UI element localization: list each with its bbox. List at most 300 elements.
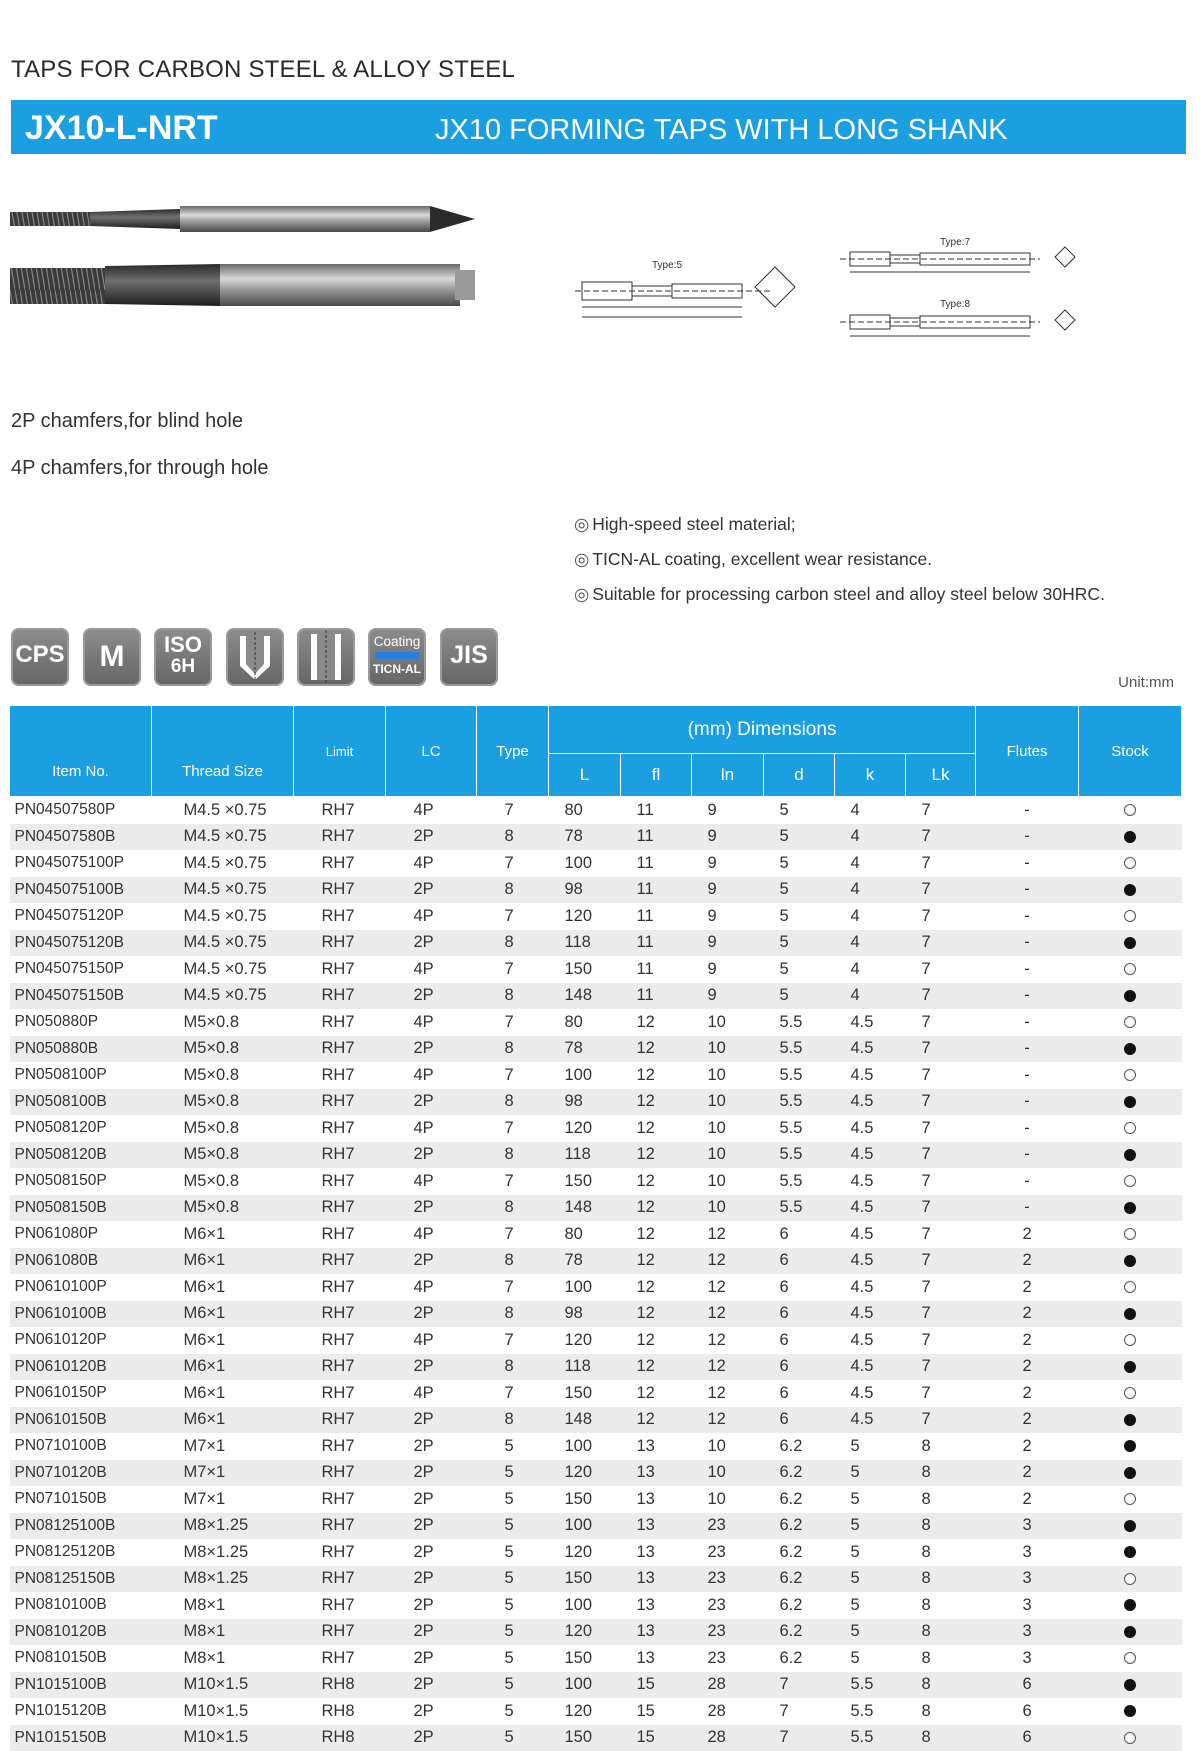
table-row: [10, 1142, 1182, 1169]
cell-dim-L: 78: [549, 1248, 621, 1275]
svg-text:Type:7: Type:7: [940, 237, 970, 248]
cell-dim-lk: 7: [906, 1327, 976, 1354]
cell-lc: 4P: [386, 1380, 477, 1407]
note-4p: 4P chamfers,for through hole: [11, 457, 269, 480]
cell-limit: RH8: [294, 1725, 386, 1751]
cell-item-no: PN0610100P: [10, 1274, 152, 1301]
in-stock-dot-icon: [1124, 1520, 1136, 1532]
cell-stock: [1079, 1513, 1182, 1540]
cell-dim-ln: 23: [692, 1566, 764, 1593]
cell-lc: 4P: [386, 1327, 477, 1354]
cell-dim-k: 5: [835, 1433, 906, 1460]
cell-dim-ln: 9: [692, 983, 764, 1010]
col-header-lk: Lk: [906, 754, 976, 797]
cell-type: 7: [477, 1221, 549, 1248]
table-row: [10, 1513, 1182, 1540]
cell-limit: RH7: [294, 1433, 386, 1460]
cell-limit: RH7: [294, 1168, 386, 1195]
cell-dim-ln: 9: [692, 824, 764, 851]
cell-flutes: -: [976, 1009, 1079, 1036]
cell-flutes: 2: [976, 1274, 1079, 1301]
cell-thread-size: M8×1: [152, 1592, 294, 1619]
cell-dim-fl: 11: [621, 983, 692, 1010]
cell-item-no: PN0610120B: [10, 1354, 152, 1381]
cell-dim-d: 5: [764, 877, 835, 904]
cell-dim-d: 6: [764, 1380, 835, 1407]
cell-thread-size: M6×1: [152, 1221, 294, 1248]
cell-flutes: 6: [976, 1672, 1079, 1699]
cell-dim-L: 100: [549, 1062, 621, 1089]
cell-flutes: 6: [976, 1725, 1079, 1751]
cell-dim-ln: 10: [692, 1168, 764, 1195]
cell-type: 5: [477, 1460, 549, 1487]
in-stock-dot-icon: [1124, 884, 1136, 896]
cell-type: 5: [477, 1486, 549, 1513]
table-row: [10, 983, 1182, 1010]
cell-dim-ln: 10: [692, 1036, 764, 1063]
cell-lc: 4P: [386, 1009, 477, 1036]
cell-dim-L: 100: [549, 1672, 621, 1699]
cell-dim-ln: 9: [692, 877, 764, 904]
cell-dim-d: 6: [764, 1407, 835, 1434]
cell-item-no: PN04507580B: [10, 824, 152, 851]
not-stock-circle-icon: [1124, 910, 1136, 922]
cell-dim-ln: 9: [692, 930, 764, 957]
cell-lc: 2P: [386, 1433, 477, 1460]
cell-stock: [1079, 1115, 1182, 1142]
cell-stock: [1079, 1433, 1182, 1460]
cell-thread-size: M4.5 ×0.75: [152, 797, 294, 824]
cell-dim-k: 4: [835, 956, 906, 983]
not-stock-circle-icon: [1124, 963, 1136, 975]
cell-thread-size: M8×1: [152, 1645, 294, 1672]
cell-thread-size: M5×0.8: [152, 1062, 294, 1089]
not-stock-circle-icon: [1124, 1493, 1136, 1505]
in-stock-dot-icon: [1124, 1308, 1136, 1320]
cell-limit: RH7: [294, 1036, 386, 1063]
cell-dim-d: 5.5: [764, 1089, 835, 1116]
cell-item-no: PN0508150B: [10, 1195, 152, 1222]
col-header-stock: Stock: [1079, 706, 1182, 797]
cell-stock: [1079, 1248, 1182, 1275]
cell-lc: 2P: [386, 983, 477, 1010]
cell-thread-size: M10×1.5: [152, 1672, 294, 1699]
cell-lc: 2P: [386, 1619, 477, 1646]
cell-thread-size: M4.5 ×0.75: [152, 877, 294, 904]
cell-item-no: PN0610150P: [10, 1380, 152, 1407]
feature-item: [574, 514, 796, 535]
cell-dim-lk: 7: [906, 1354, 976, 1381]
cell-dim-ln: 9: [692, 797, 764, 824]
cell-dim-L: 100: [549, 1513, 621, 1540]
cell-dim-k: 4.5: [835, 1062, 906, 1089]
cell-item-no: PN0508100P: [10, 1062, 152, 1089]
cell-flutes: 3: [976, 1592, 1079, 1619]
cell-stock: [1079, 1009, 1182, 1036]
cell-lc: 4P: [386, 1168, 477, 1195]
cell-lc: 2P: [386, 1672, 477, 1699]
cell-stock: [1079, 1195, 1182, 1222]
cell-limit: RH7: [294, 1248, 386, 1275]
cell-dim-ln: 12: [692, 1407, 764, 1434]
cell-dim-d: 5.5: [764, 1009, 835, 1036]
cell-item-no: PN0610100B: [10, 1301, 152, 1328]
cell-dim-lk: 7: [906, 850, 976, 877]
cell-thread-size: M5×0.8: [152, 1036, 294, 1063]
cell-dim-L: 80: [549, 1009, 621, 1036]
product-banner: [11, 100, 1186, 154]
cell-dim-ln: 9: [692, 956, 764, 983]
cell-dim-lk: 8: [906, 1513, 976, 1540]
cell-stock: [1079, 1539, 1182, 1566]
cell-dim-fl: 12: [621, 1248, 692, 1275]
cell-type: 7: [477, 797, 549, 824]
cell-lc: 2P: [386, 1248, 477, 1275]
cell-lc: 2P: [386, 1354, 477, 1381]
svg-text:Type:5: Type:5: [652, 260, 682, 271]
cell-dim-ln: 23: [692, 1513, 764, 1540]
cell-type: 5: [477, 1539, 549, 1566]
cell-stock: [1079, 930, 1182, 957]
cell-dim-d: 5: [764, 930, 835, 957]
cell-type: 7: [477, 1115, 549, 1142]
cell-stock: [1079, 1062, 1182, 1089]
cell-item-no: PN08125150B: [10, 1566, 152, 1593]
cell-stock: [1079, 956, 1182, 983]
cell-stock: [1079, 1460, 1182, 1487]
cell-flutes: -: [976, 1168, 1079, 1195]
cell-flutes: -: [976, 850, 1079, 877]
cell-dim-L: 118: [549, 930, 621, 957]
cell-stock: [1079, 1036, 1182, 1063]
cell-dim-L: 120: [549, 1698, 621, 1725]
cell-thread-size: M4.5 ×0.75: [152, 824, 294, 851]
cell-stock: [1079, 1089, 1182, 1116]
in-stock-dot-icon: [1124, 1255, 1136, 1267]
cell-dim-k: 5: [835, 1513, 906, 1540]
cell-dim-fl: 13: [621, 1513, 692, 1540]
cell-dim-L: 150: [549, 1380, 621, 1407]
not-stock-circle-icon: [1124, 857, 1136, 869]
cell-limit: RH7: [294, 903, 386, 930]
cell-dim-L: 150: [549, 1168, 621, 1195]
table-row: [10, 1725, 1182, 1751]
cell-lc: 2P: [386, 1089, 477, 1116]
cell-lc: 4P: [386, 1062, 477, 1089]
cell-dim-L: 78: [549, 824, 621, 851]
cell-flutes: 2: [976, 1407, 1079, 1434]
cell-dim-ln: 10: [692, 1062, 764, 1089]
cell-dim-ln: 10: [692, 1195, 764, 1222]
not-stock-circle-icon: [1124, 1732, 1136, 1744]
cell-dim-k: 4: [835, 877, 906, 904]
table-row: [10, 1460, 1182, 1487]
cell-stock: [1079, 1645, 1182, 1672]
cell-dim-k: 4.5: [835, 1407, 906, 1434]
cell-type: 5: [477, 1672, 549, 1699]
cell-dim-d: 6: [764, 1274, 835, 1301]
table-row: [10, 1248, 1182, 1275]
cell-dim-lk: 7: [906, 1221, 976, 1248]
cell-thread-size: M6×1: [152, 1354, 294, 1381]
cell-dim-k: 4.5: [835, 1195, 906, 1222]
cell-flutes: 2: [976, 1248, 1079, 1275]
cell-thread-size: M5×0.8: [152, 1168, 294, 1195]
cell-flutes: -: [976, 824, 1079, 851]
cell-limit: RH7: [294, 983, 386, 1010]
cell-flutes: -: [976, 903, 1079, 930]
feature-text: High-speed steel material;: [592, 514, 795, 534]
cell-dim-lk: 8: [906, 1460, 976, 1487]
cell-dim-d: 5.5: [764, 1115, 835, 1142]
cell-lc: 2P: [386, 1566, 477, 1593]
cell-dim-fl: 13: [621, 1619, 692, 1646]
cell-dim-ln: 12: [692, 1274, 764, 1301]
cell-item-no: PN050880B: [10, 1036, 152, 1063]
cell-item-no: PN0710100B: [10, 1433, 152, 1460]
table-row: [10, 1301, 1182, 1328]
cell-type: 5: [477, 1433, 549, 1460]
cell-type: 7: [477, 1062, 549, 1089]
cell-flutes: -: [976, 1036, 1079, 1063]
cell-thread-size: M4.5 ×0.75: [152, 983, 294, 1010]
cell-dim-d: 6: [764, 1327, 835, 1354]
circle-bullet-icon: ◎: [574, 514, 589, 534]
cell-dim-fl: 13: [621, 1539, 692, 1566]
cell-type: 5: [477, 1698, 549, 1725]
cell-dim-ln: 28: [692, 1672, 764, 1699]
cell-item-no: PN0508100B: [10, 1089, 152, 1116]
cell-dim-d: 6.2: [764, 1539, 835, 1566]
in-stock-dot-icon: [1124, 990, 1136, 1002]
cell-flutes: 3: [976, 1513, 1079, 1540]
unit-label: Unit:mm: [1118, 674, 1174, 691]
cell-lc: 4P: [386, 797, 477, 824]
cell-limit: RH7: [294, 1062, 386, 1089]
cell-dim-lk: 7: [906, 1248, 976, 1275]
note-2p: 2P chamfers,for blind hole: [11, 410, 243, 433]
cell-dim-fl: 15: [621, 1725, 692, 1751]
table-row: [10, 1380, 1182, 1407]
cell-dim-k: 5: [835, 1539, 906, 1566]
table-row: [10, 903, 1182, 930]
cell-dim-ln: 12: [692, 1248, 764, 1275]
cell-dim-L: 150: [549, 956, 621, 983]
col-header-limit: Limit: [294, 706, 386, 797]
cell-type: 8: [477, 1142, 549, 1169]
cell-dim-k: 5: [835, 1619, 906, 1646]
cell-thread-size: M6×1: [152, 1301, 294, 1328]
cell-limit: RH7: [294, 1009, 386, 1036]
not-stock-circle-icon: [1124, 1122, 1136, 1134]
cell-flutes: 2: [976, 1460, 1079, 1487]
cell-limit: RH7: [294, 1486, 386, 1513]
cell-thread-size: M5×0.8: [152, 1089, 294, 1116]
cell-item-no: PN1015150B: [10, 1725, 152, 1751]
col-header-type: Type: [477, 706, 549, 797]
cell-dim-lk: 7: [906, 930, 976, 957]
cell-dim-d: 5.5: [764, 1195, 835, 1222]
cell-flutes: -: [976, 983, 1079, 1010]
cell-dim-lk: 8: [906, 1592, 976, 1619]
cell-stock: [1079, 1698, 1182, 1725]
cell-dim-L: 118: [549, 1354, 621, 1381]
cell-dim-d: 6: [764, 1354, 835, 1381]
cell-dim-lk: 8: [906, 1619, 976, 1646]
cell-dim-L: 120: [549, 1619, 621, 1646]
cell-item-no: PN08125100B: [10, 1513, 152, 1540]
cell-dim-d: 6: [764, 1221, 835, 1248]
feature-item: [574, 549, 932, 570]
cell-dim-ln: 9: [692, 850, 764, 877]
cell-dim-k: 5: [835, 1486, 906, 1513]
jis-icon: JIS: [440, 628, 498, 686]
cell-stock: [1079, 1142, 1182, 1169]
table-row: [10, 824, 1182, 851]
cell-dim-L: 150: [549, 1645, 621, 1672]
cell-dim-fl: 13: [621, 1566, 692, 1593]
cell-lc: 2P: [386, 1407, 477, 1434]
cell-type: 8: [477, 1036, 549, 1063]
cell-dim-lk: 7: [906, 877, 976, 904]
cell-thread-size: M5×0.8: [152, 1142, 294, 1169]
cell-flutes: 3: [976, 1619, 1079, 1646]
cell-limit: RH7: [294, 1354, 386, 1381]
cell-dim-fl: 12: [621, 1407, 692, 1434]
cell-limit: RH8: [294, 1672, 386, 1699]
cell-thread-size: M4.5 ×0.75: [152, 850, 294, 877]
cell-item-no: PN0810150B: [10, 1645, 152, 1672]
table-row: [10, 877, 1182, 904]
cell-dim-fl: 13: [621, 1486, 692, 1513]
in-stock-dot-icon: [1124, 1414, 1136, 1426]
cell-dim-lk: 7: [906, 1301, 976, 1328]
cell-type: 8: [477, 983, 549, 1010]
cell-dim-lk: 7: [906, 797, 976, 824]
cell-dim-fl: 12: [621, 1089, 692, 1116]
cell-type: 5: [477, 1725, 549, 1751]
in-stock-dot-icon: [1124, 1440, 1136, 1452]
cell-item-no: PN0710150B: [10, 1486, 152, 1513]
cell-dim-lk: 7: [906, 1036, 976, 1063]
cell-dim-k: 5.5: [835, 1698, 906, 1725]
cell-thread-size: M6×1: [152, 1248, 294, 1275]
cell-thread-size: M6×1: [152, 1274, 294, 1301]
table-row: [10, 1009, 1182, 1036]
cell-item-no: PN0508150P: [10, 1168, 152, 1195]
in-stock-dot-icon: [1124, 1043, 1136, 1055]
cell-dim-k: 4.5: [835, 1142, 906, 1169]
cell-thread-size: M10×1.5: [152, 1725, 294, 1751]
table-row: [10, 1407, 1182, 1434]
cell-dim-lk: 8: [906, 1566, 976, 1593]
cell-flutes: 2: [976, 1301, 1079, 1328]
cell-lc: 4P: [386, 1221, 477, 1248]
cell-dim-lk: 7: [906, 1115, 976, 1142]
in-stock-dot-icon: [1124, 831, 1136, 843]
cell-limit: RH7: [294, 930, 386, 957]
not-stock-circle-icon: [1124, 1069, 1136, 1081]
cell-dim-ln: 23: [692, 1619, 764, 1646]
col-header-fl: fl: [621, 754, 692, 797]
cell-dim-d: 6.2: [764, 1433, 835, 1460]
cell-dim-fl: 12: [621, 1274, 692, 1301]
circle-bullet-icon: ◎: [574, 584, 589, 604]
cell-dim-ln: 10: [692, 1486, 764, 1513]
cell-limit: RH7: [294, 1274, 386, 1301]
cell-limit: RH7: [294, 1513, 386, 1540]
through-hole-icon: [297, 628, 355, 686]
cell-dim-d: 5.5: [764, 1168, 835, 1195]
cell-dim-lk: 7: [906, 824, 976, 851]
cell-lc: 2P: [386, 1725, 477, 1751]
cell-dim-fl: 12: [621, 1009, 692, 1036]
cell-stock: [1079, 1380, 1182, 1407]
not-stock-circle-icon: [1124, 1281, 1136, 1293]
cell-stock: [1079, 903, 1182, 930]
cell-type: 7: [477, 1327, 549, 1354]
cell-type: 5: [477, 1592, 549, 1619]
cell-lc: 2P: [386, 824, 477, 851]
cell-dim-d: 6.2: [764, 1566, 835, 1593]
cell-limit: RH7: [294, 877, 386, 904]
cell-dim-L: 78: [549, 1036, 621, 1063]
cell-type: 8: [477, 877, 549, 904]
table-row: [10, 1089, 1182, 1116]
cell-limit: RH7: [294, 1380, 386, 1407]
cell-type: 8: [477, 1354, 549, 1381]
table-row: [10, 1672, 1182, 1699]
table-row: [10, 1062, 1182, 1089]
cell-dim-fl: 13: [621, 1433, 692, 1460]
cell-item-no: PN0810120B: [10, 1619, 152, 1646]
cell-flutes: -: [976, 1115, 1079, 1142]
cell-item-no: PN045075100B: [10, 877, 152, 904]
cell-limit: RH7: [294, 1460, 386, 1487]
cell-flutes: -: [976, 930, 1079, 957]
in-stock-dot-icon: [1124, 1705, 1136, 1717]
cell-dim-L: 120: [549, 1539, 621, 1566]
cell-dim-k: 4.5: [835, 1380, 906, 1407]
cell-type: 8: [477, 1248, 549, 1275]
product-subtitle: JX10 FORMING TAPS WITH LONG SHANK: [435, 114, 1008, 147]
cell-stock: [1079, 1301, 1182, 1328]
cell-dim-k: 4: [835, 903, 906, 930]
cell-type: 8: [477, 1195, 549, 1222]
cell-limit: RH7: [294, 1142, 386, 1169]
cell-limit: RH7: [294, 1195, 386, 1222]
table-row: [10, 1592, 1182, 1619]
table-row: [10, 956, 1182, 983]
cell-dim-fl: 12: [621, 1354, 692, 1381]
cell-dim-fl: 13: [621, 1592, 692, 1619]
cell-dim-lk: 7: [906, 1062, 976, 1089]
cell-dim-fl: 12: [621, 1380, 692, 1407]
col-header-dimensions: (mm) Dimensions: [549, 706, 976, 754]
cell-limit: RH7: [294, 1327, 386, 1354]
cell-dim-k: 5: [835, 1645, 906, 1672]
cell-dim-lk: 8: [906, 1725, 976, 1751]
cell-type: 7: [477, 1380, 549, 1407]
circle-bullet-icon: ◎: [574, 549, 589, 569]
cell-item-no: PN0610120P: [10, 1327, 152, 1354]
cell-stock: [1079, 1327, 1182, 1354]
cell-lc: 4P: [386, 903, 477, 930]
cell-dim-lk: 7: [906, 1195, 976, 1222]
cell-type: 8: [477, 824, 549, 851]
cell-thread-size: M8×1.25: [152, 1513, 294, 1540]
cell-dim-ln: 23: [692, 1645, 764, 1672]
